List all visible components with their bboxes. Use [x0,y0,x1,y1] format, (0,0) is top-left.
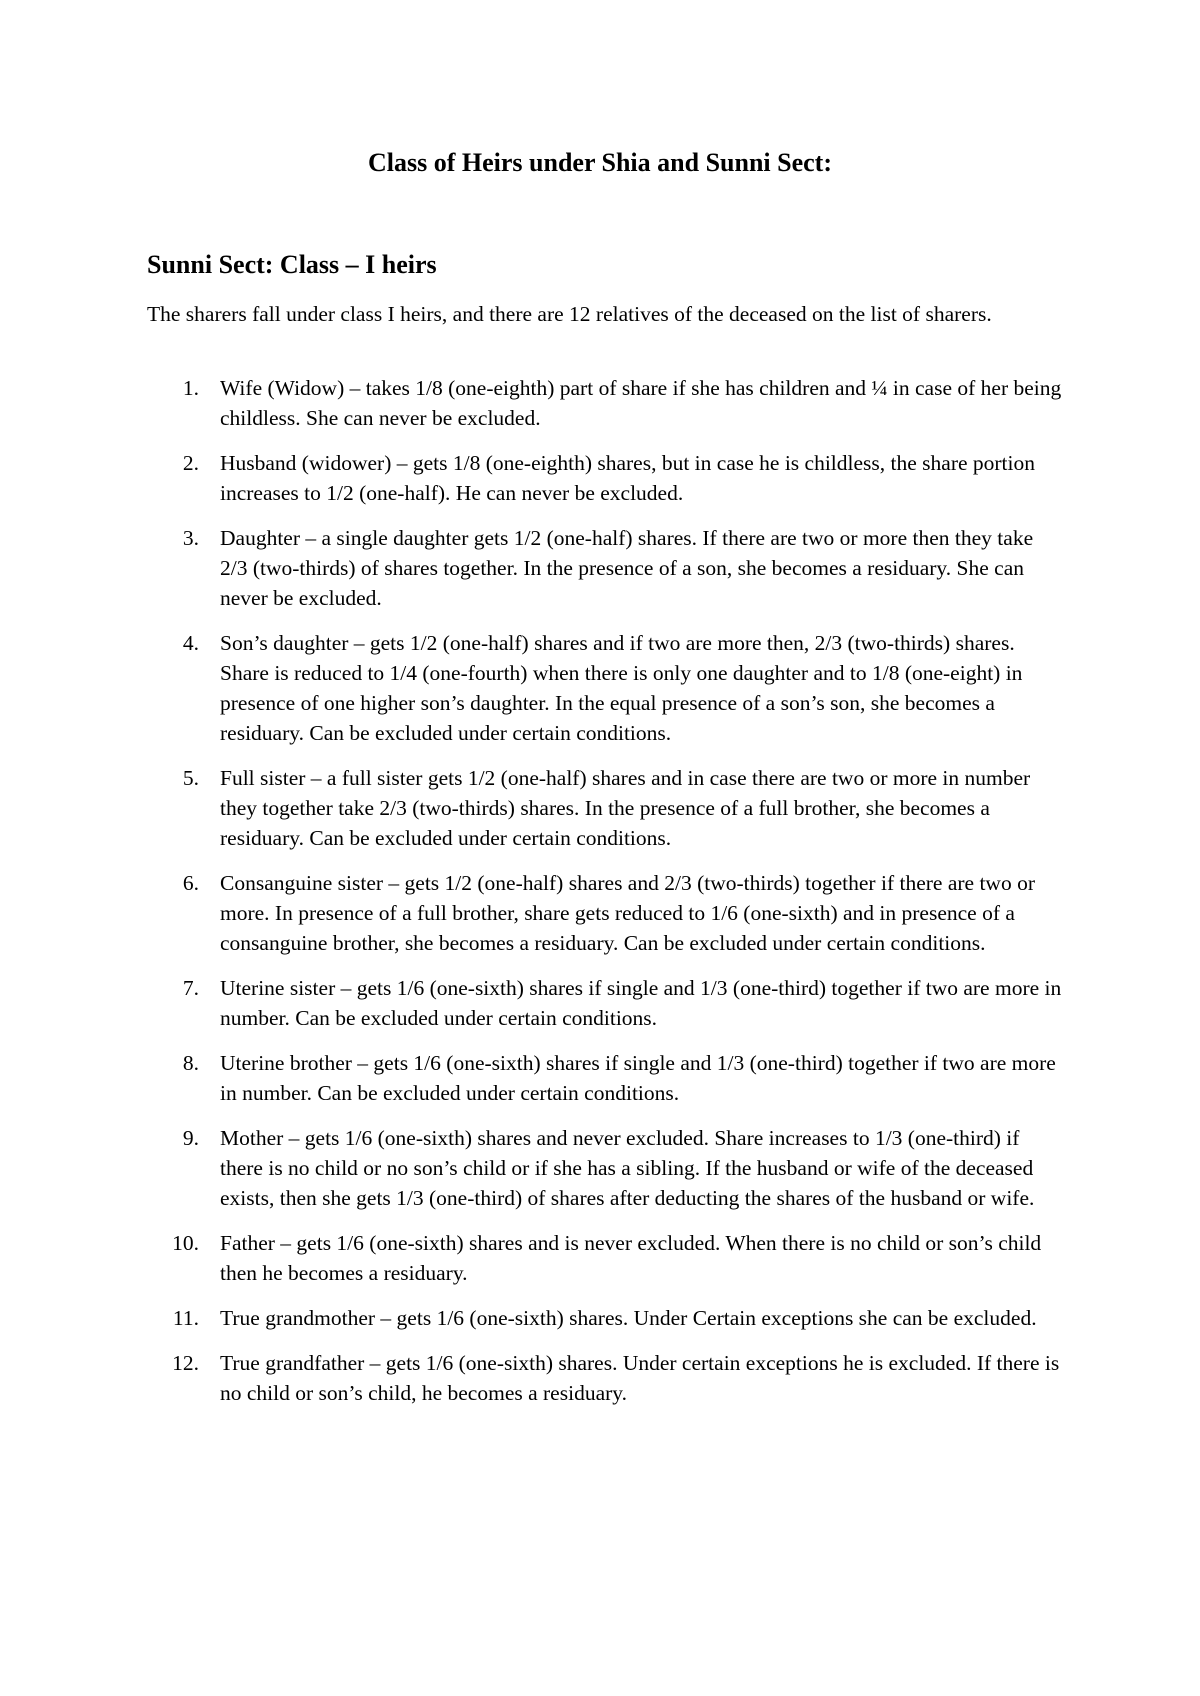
list-item-text: Daughter – a single daughter gets 1/2 (one-half) shares. If there are two or more then they take 2/3 (two-thirds) of shares together. In the presence of a son, she becomes a residuary. She can never be excluded. [220,526,1034,610]
list-item-number: 4. [182,631,199,655]
list-item [0,628,1062,748]
list-item-number: 7. [182,976,199,1000]
list-item-text: Wife (Widow) – takes 1/8 (one-eighth) part of share if she has children and ¼ in case of her being childless. She can never be excluded. [220,376,1062,430]
sharers-list [0,373,1200,1423]
list-item-number: 10. [172,1231,199,1255]
list-item-number: 9. [182,1126,199,1150]
intro-paragraph: The sharers fall under class I heirs, and there are 12 relatives of the deceased on the list of sharers. [147,302,992,326]
list-item-number: 6. [182,871,199,895]
list-item-text: True grandmother – gets 1/6 (one-sixth) shares. Under Certain exceptions she can be excluded. [220,1306,1037,1330]
list-item [0,1303,1062,1333]
list-item-number: 11. [172,1306,199,1330]
list-item [0,1048,1062,1108]
list-item-text: Husband (widower) – gets 1/8 (one-eighth) shares, but in case he is childless, the share portion increases to 1/2 (one-half). He can never be excluded. [220,451,1036,505]
list-item [0,373,1062,433]
list-item [0,763,1062,853]
page-title: Class of Heirs under Shia and Sunni Sect: [367,148,832,177]
list-item-text: True grandfather – gets 1/6 (one-sixth) shares. Under certain exceptions he is excluded. If there is no child or son’s child, he becomes a residuary. [220,1351,1060,1405]
list-item-number: 12. [172,1351,199,1375]
list-item-text: Uterine brother – gets 1/6 (one-sixth) shares if single and 1/3 (one-third) together if two are more in number. Can be excluded under certain conditions. [220,1051,1056,1105]
list-item [0,523,1062,613]
list-item-text: Consanguine sister – gets 1/2 (one-half) shares and 2/3 (two-thirds) together if there are two or more. In presence of a full brother, share gets reduced to 1/6 (one-sixth) and in presence of a consanguine brother, she becomes a residuary. Can be excluded under certain conditions. [220,871,1035,955]
list-item [0,868,1062,958]
list-item-text: Full sister – a full sister gets 1/2 (one-half) shares and in case there are two or more in number they together take 2/3 (two-thirds) shares. In the presence of a full brother, she becomes a residuary. Can be excluded under certain conditions. [220,766,1031,850]
list-item [0,1348,1062,1408]
list-item-number: 1. [182,376,199,400]
list-item-text: Uterine sister – gets 1/6 (one-sixth) shares if single and 1/3 (one-third) together if two are more in number. Can be excluded under certain conditions. [220,976,1062,1030]
list-item [0,973,1062,1033]
list-item-number: 5. [182,766,199,790]
list-item-text: Son’s daughter – gets 1/2 (one-half) shares and if two are more then, 2/3 (two-thirds) shares. Share is reduced to 1/4 (one-fourth) when there is only one daughter and to 1/8 (one-eight) in presence of one higher son’s daughter. In the equal presence of a son’s son, she becomes a residuary. Can be excluded under certain conditions. [220,631,1023,745]
list-item [0,448,1062,508]
section-heading: Sunni Sect: Class – I heirs [147,250,437,279]
list-item-number: 2. [182,451,199,475]
list-item-text: Mother – gets 1/6 (one-sixth) shares and never excluded. Share increases to 1/3 (one-third) if there is no child or no son’s child or if she has a sibling. If the husband or wife of the deceased exists, then she gets 1/3 (one-third) of shares after deducting the shares of the husband or wife. [220,1126,1035,1210]
list-item-text: Father – gets 1/6 (one-sixth) shares and is never excluded. When there is no child or son’s child then he becomes a residuary. [220,1231,1042,1285]
list-item-number: 8. [182,1051,199,1075]
list-item [0,1228,1062,1288]
list-item [0,1123,1062,1213]
list-item-number: 3. [182,526,199,550]
